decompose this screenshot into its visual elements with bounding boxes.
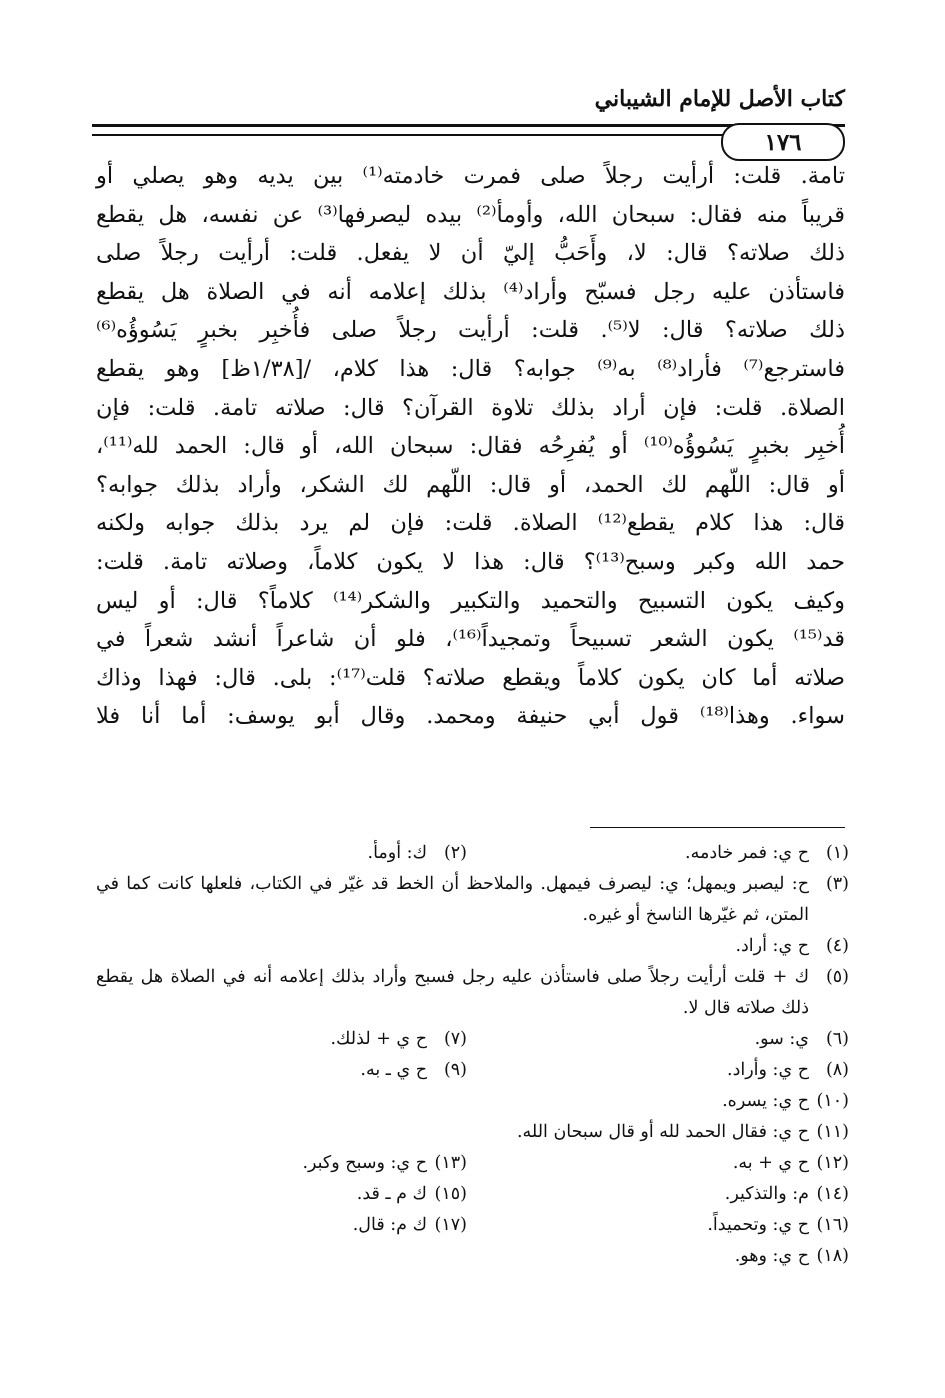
footnote-number: (٦): [825, 1029, 849, 1049]
footnote-number: (١٣): [434, 1153, 467, 1173]
footnote-text: ك: أومأ.: [367, 843, 427, 863]
footnote-row: [96, 1210, 849, 1241]
text-line: أُخبِر بخبرٍ يَسُوؤُه⁽¹⁰⁾ أو يُفرِحُه فقال: سبحان الله، أو قال: الحمد لله⁽¹¹⁾،: [96, 433, 846, 460]
footnote-row: [96, 838, 849, 869]
text-line: الصلاة. قلت: فإن أراد بذلك تلاوة القرآن؟ قال: صلاته تامة. قلت: فإن: [96, 394, 845, 421]
text-line: سواء. وهذا⁽¹⁸⁾ قول أبي حنيفة ومحمد. وقال أبو يوسف: أما أنا فلا: [96, 703, 845, 730]
text-line: ذلك صلاته؟ قال: لا⁽⁵⁾. قلت: أرأيت رجلاً صلى فأُخبِر بخبرٍ يَسُوؤُه⁽⁶⁾: [96, 317, 845, 344]
text-line: حمد الله وكبر وسبح⁽¹³⁾؟ قال: هذا لا يكون كلاماً، وصلاته تامة. قلت:: [96, 548, 846, 575]
footnote-number: (١٧): [434, 1215, 467, 1235]
footnote-row: [96, 1179, 849, 1210]
footnote: [353, 1210, 467, 1241]
footnote: [722, 1086, 849, 1117]
footnote-row: [96, 869, 849, 931]
footnote: [302, 1148, 467, 1179]
main-text-body: [96, 157, 845, 736]
text-line: قد⁽¹⁵⁾ يكون الشعر تسبيحاً وتمجيداً⁽¹⁶⁾، فلو أن شاعراً أنشد شعراً في: [96, 626, 845, 653]
footnote-text: ح ي: فقال الحمد لله أو قال سبحان الله.: [516, 1122, 809, 1142]
footnote-number: (٨): [825, 1060, 849, 1080]
footnote-number: (٥): [825, 967, 849, 987]
footnote-number: (٧): [443, 1029, 467, 1049]
footnote: [467, 838, 849, 869]
footnote-text: ح ي + به.: [732, 1153, 809, 1173]
footnote-text: ح ي: وهو.: [734, 1246, 809, 1266]
footnote: [467, 1210, 849, 1241]
footnote-text: ح: ليصبر ويمهل؛ ي: ليصرف فيمهل. والملاحظ أن الخط قد غيّر في الكتاب، فلعلها كانت كما في المتن، ثم غيّرها الناسخ أو غيره.: [96, 874, 809, 925]
page-number: ١٧٦: [764, 128, 802, 156]
footnote-text: ك م ـ قد.: [356, 1184, 427, 1204]
footnote-row: [96, 931, 849, 962]
footnote-text: م: والتذكير.: [724, 1184, 809, 1204]
text-line: تامة. قلت: أرأيت رجلاً صلى فمرت خادمته⁽¹⁾ بين يديه وهو يصلي أو: [96, 163, 846, 189]
footnote-row: [96, 1086, 849, 1117]
footnote-number: (١): [825, 843, 849, 863]
footnote: [467, 1148, 849, 1179]
footnote-number: (٩): [443, 1060, 467, 1080]
footnote: [330, 1024, 467, 1055]
header-rule-thin: [92, 134, 745, 136]
footnote-number: (٣): [825, 874, 849, 894]
text-line: قريباً منه فقال: سبحان الله، وأومأ⁽²⁾ بيده ليصرفها⁽³⁾ عن نفسه، هل يقطع: [96, 201, 845, 228]
footnote-text: ك م: قال.: [352, 1215, 427, 1235]
footnote-number: (١٥): [434, 1184, 467, 1204]
footnote-text: ح ي ـ به.: [360, 1060, 427, 1080]
footnote-separator: [590, 827, 845, 828]
running-title: كتاب الأصل للإمام الشيباني: [594, 86, 845, 112]
footnote-row: [96, 1117, 849, 1148]
footnote-row: [96, 1241, 849, 1272]
footnote: [96, 962, 849, 1024]
text-line: قال: هذا كلام يقطع⁽¹²⁾ الصلاة. قلت: فإن لم يرد بذلك جوابه ولكنه: [96, 510, 846, 537]
footnote-number: (١٦): [816, 1215, 849, 1235]
footnote-text: ح ي + لذلك.: [330, 1029, 427, 1049]
footnote-number: (١١): [816, 1122, 849, 1142]
footnote-text: ي: سو.: [754, 1029, 809, 1049]
footnote-text: ح ي: وأراد.: [727, 1060, 809, 1080]
footnote-text: ح ي: يسره.: [722, 1091, 809, 1111]
footnote: [735, 931, 849, 962]
footnote-text: ح ي: أراد.: [735, 936, 809, 956]
text-line: صلاته أما كان يكون كلاماً ويقطع صلاته؟ قلت⁽¹⁷⁾: بلى. قال: فهذا وذاك: [96, 664, 845, 691]
footnote-text: ك + قلت أرأيت رجلاً صلى فاستأذن عليه رجل فسبح وأراد بذلك إعلامه أنه في الصلاة هل يقطع ذلك صلاته قال لا.: [96, 967, 809, 1018]
footnote-number: (١٤): [816, 1184, 849, 1204]
footnotes: [96, 838, 849, 1272]
footnote-number: (١٢): [816, 1153, 849, 1173]
footnote: [360, 1055, 467, 1086]
footnote-row: [96, 1055, 849, 1086]
footnote: [368, 838, 467, 869]
text-line: ذلك صلاته؟ قال: لا، وأَحَبُّ إليّ أن لا يفعل. قلت: أرأيت رجلاً صلى: [96, 240, 845, 267]
footnote: [467, 1179, 849, 1210]
footnote-text: ح ي: فمر خادمه.: [685, 843, 809, 863]
text-line: فاسترجع⁽⁷⁾ فأراد⁽⁸⁾ به⁽⁹⁾ جوابه؟ قال: هذا كلام، /[١/٣٨ظ] وهو يقطع: [96, 355, 845, 382]
footnote: [735, 1241, 849, 1272]
text-line: وكيف يكون التسبيح والتحميد والتكبير والشكر⁽¹⁴⁾ كلاماً؟ قال: أو ليس: [96, 587, 846, 614]
footnote-row: [96, 1148, 849, 1179]
footnote-number: (٤): [825, 936, 849, 956]
text-line: أو قال: اللّهم لك الحمد، أو قال: اللّهم لك الشكر، وأراد بذلك جوابه؟: [96, 471, 845, 498]
footnote-number: (١٠): [816, 1091, 849, 1111]
footnote-number: (١٨): [816, 1246, 849, 1266]
footnote-row: [96, 962, 849, 1024]
footnote-text: ح ي: وتحميداً.: [707, 1215, 809, 1235]
page-number-badge: [721, 123, 845, 161]
footnote: [357, 1179, 467, 1210]
footnote-row: [96, 1024, 849, 1055]
text-line: فاستأذن عليه رجل فسبّح وأراد⁽⁴⁾ بذلك إعلامه أنه في الصلاة هل يقطع: [96, 278, 845, 305]
footnote-number: (٢): [443, 843, 467, 863]
footnote: [467, 1024, 849, 1055]
footnote: [96, 869, 849, 931]
footnote-text: ح ي: وسبح وكبر.: [302, 1153, 427, 1173]
footnote: [517, 1117, 849, 1148]
footnote: [467, 1055, 849, 1086]
